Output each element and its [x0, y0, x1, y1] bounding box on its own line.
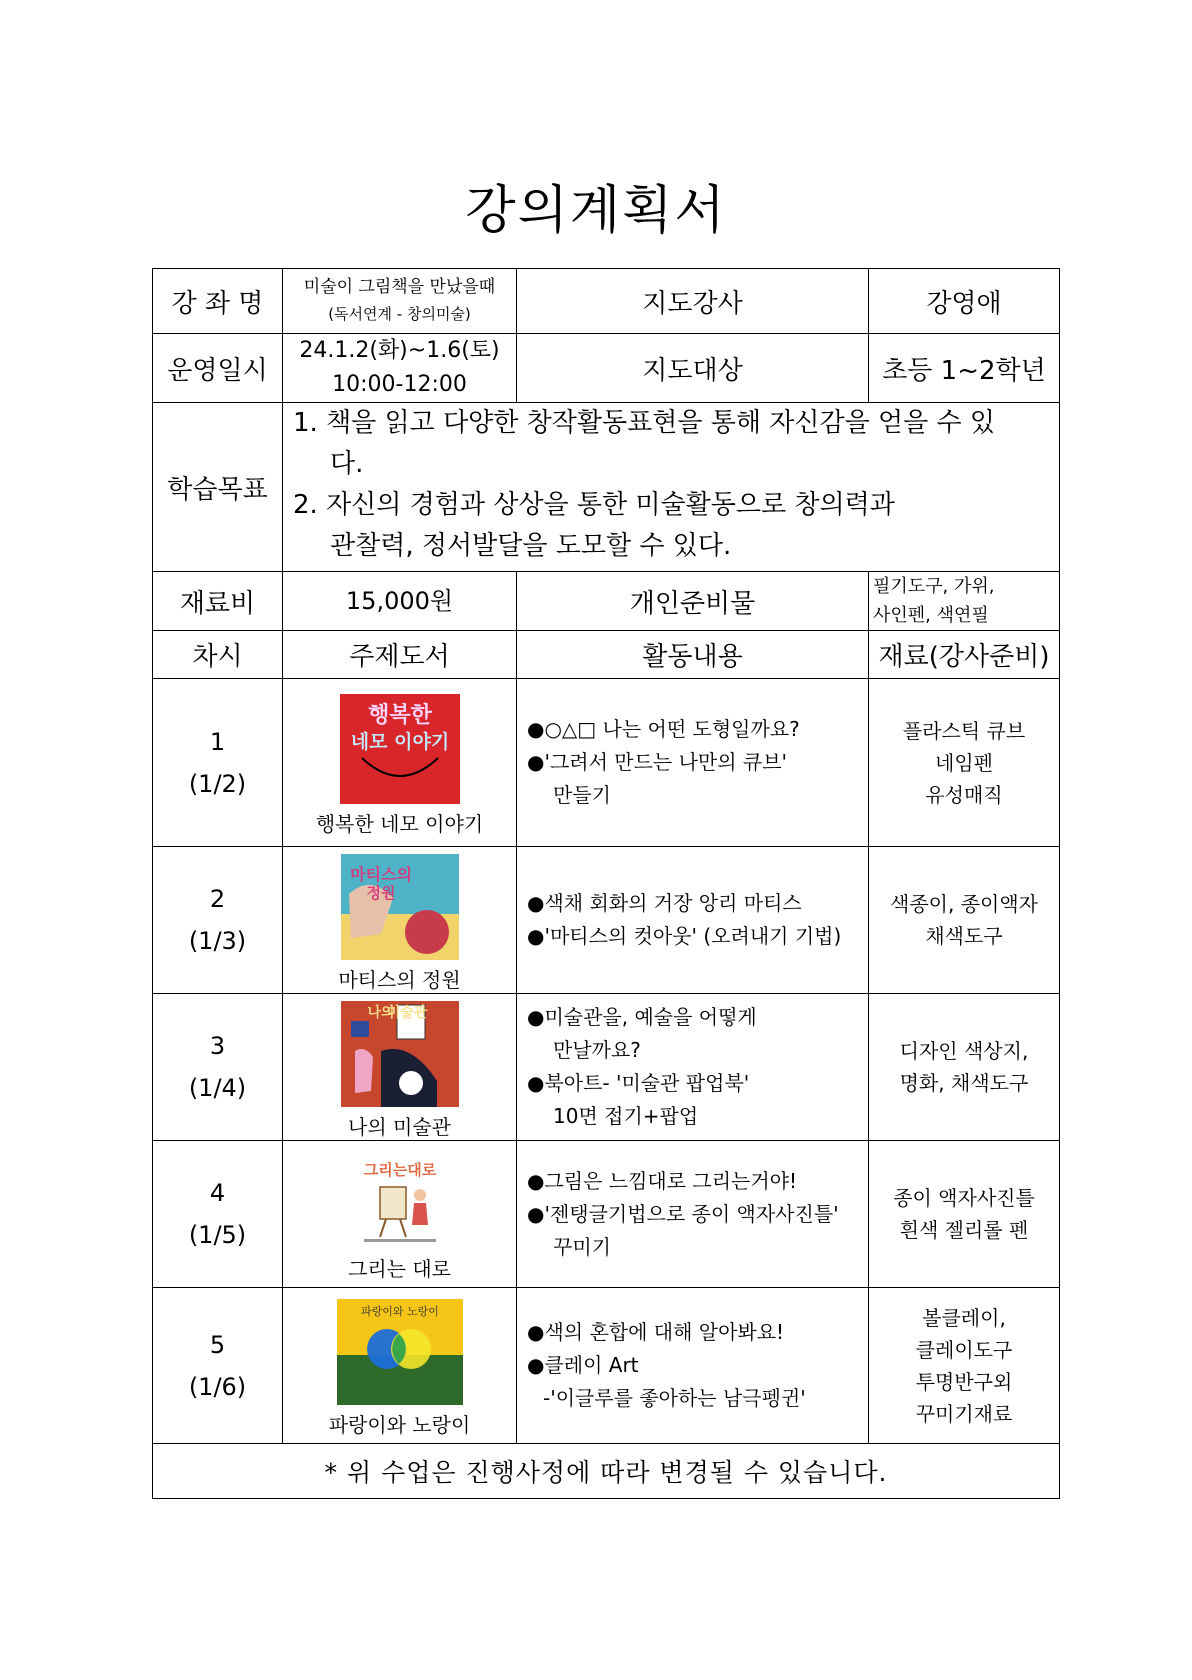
table-row [153, 847, 1060, 994]
goal2-line2: 관찰력, 정서발달을 도모할 수 있다. [330, 531, 732, 561]
materials-cell [869, 847, 1060, 994]
book-title: 나의 미술관 [348, 1114, 451, 1139]
material-item: 볼클레이, [922, 1305, 1006, 1330]
material-item: 클레이도구 [915, 1337, 1013, 1362]
course-name [283, 269, 517, 334]
table-row [153, 994, 1060, 1141]
session-date: (1/2) [188, 769, 247, 798]
activity-item: ●'마티스의 컷아웃' (오려내기 기법) [527, 924, 842, 948]
materials-cell [869, 1141, 1060, 1288]
instructor-label: 지도강사 [517, 269, 869, 334]
activity-item: ●'그려서 만드는 나만의 큐브' [527, 750, 788, 774]
activity-item: ●그림은 느낌대로 그리는거야! [527, 1168, 798, 1193]
session-date: (1/6) [188, 1372, 247, 1401]
row-note [153, 1444, 1060, 1499]
activity-item: ●북아트- '미술관 팝업북' [527, 1071, 750, 1095]
book-cover-image [340, 694, 460, 804]
session-num: 5 [209, 1330, 226, 1359]
session-number [153, 847, 283, 994]
fee-value: 15,000원 [283, 572, 517, 631]
material-item: 디자인 색상지, [899, 1039, 1029, 1063]
row-goals [153, 403, 1060, 572]
activity-item-cont: 만날까요? [553, 1038, 641, 1062]
activity-item-cont: -'이글루를 좋아하는 남극펭귄' [543, 1386, 806, 1410]
material-item: 유성매직 [925, 782, 1003, 807]
book-title: 파랑이와 노랑이 [328, 1413, 471, 1437]
activity-item-cont: 10면 접기+팝업 [553, 1104, 699, 1128]
cover-title-1: 마티스의 [349, 864, 412, 884]
material-item: 꾸미기재료 [915, 1401, 1013, 1426]
course-label: 강 좌 명 [153, 269, 283, 334]
activity-item-cont: 꾸미기 [553, 1234, 611, 1259]
session-date: (1/4) [188, 1074, 247, 1102]
session-number [153, 1288, 283, 1444]
goal2-line1: 2. 자신의 경험과 상상을 통한 미술활동으로 창의력과 [293, 490, 895, 520]
activity-item: ●색채 회화의 거장 앙리 마티스 [527, 891, 802, 915]
cover-title-2: 정원 [366, 883, 395, 902]
activity-item: ●○△□ 나는 어떤 도형일까요? [527, 717, 800, 741]
personal-line2: 사인펜, 색연필 [873, 605, 989, 626]
cover-title-1: 나의 [366, 1004, 395, 1021]
row-course [153, 269, 1060, 334]
material-item: 흰색 젤리롤 펜 [899, 1218, 1029, 1242]
book-title: 마티스의 정원 [338, 967, 461, 992]
book-cell [283, 1288, 517, 1444]
cover-title-2: 네모 이야기 [350, 731, 449, 753]
activity-cell [517, 1141, 869, 1288]
cover-title-1: 그리는대로 [363, 1160, 436, 1179]
col-book: 주제도서 [283, 631, 517, 679]
session-date: (1/5) [188, 1221, 247, 1249]
material-item: 네임펜 [935, 750, 993, 775]
footnote: * 위 수업은 진행사정에 따라 변경될 수 있습니다. [153, 1444, 1060, 1499]
schedule-value [283, 334, 517, 403]
table-row [153, 679, 1060, 847]
activity-item: ●색의 혼합에 대해 알아봐요! [527, 1320, 785, 1344]
session-num: 3 [209, 1032, 226, 1060]
session-date: (1/3) [188, 927, 247, 955]
book-cover-image [341, 854, 459, 960]
material-item: 플라스틱 큐브 [902, 718, 1026, 743]
material-item: 채색도구 [925, 924, 1003, 948]
personal-items [869, 572, 1060, 631]
book-cell [283, 847, 517, 994]
cover-title-2: 미술관 [386, 1004, 427, 1021]
material-item: 명화, 채색도구 [899, 1071, 1029, 1095]
activity-item: ●미술관을, 예술을 어떻게 [527, 1005, 757, 1029]
book-cell [283, 1141, 517, 1288]
activity-item-cont: 만들기 [553, 783, 611, 807]
cover-title-1: 행복한 [367, 703, 432, 728]
material-item: 종이 액자사진틀 [893, 1186, 1035, 1210]
lecture-plan-table [152, 268, 1060, 1499]
target-value: 초등 1~2학년 [869, 334, 1060, 403]
instructor-name: 강영애 [869, 269, 1060, 334]
table-row [153, 1141, 1060, 1288]
goal1-line1: 1. 책을 읽고 다양한 창작활동표현을 통해 자신감을 얻을 수 있 [293, 408, 995, 438]
personal-line1: 필기도구, 가위, [873, 576, 995, 597]
schedule-time: 10:00-12:00 [332, 372, 467, 397]
row-fee [153, 572, 1060, 631]
personal-label: 개인준비물 [517, 572, 869, 631]
cover-title-1: 파랑이와 노랑이 [360, 1305, 439, 1318]
materials-cell [869, 1288, 1060, 1444]
book-cover-image [337, 1299, 463, 1405]
book-cover-image [341, 1001, 459, 1107]
activity-item: ●클레이 Art [527, 1353, 639, 1377]
materials-cell [869, 679, 1060, 847]
goal1-line2: 다. [330, 449, 364, 479]
course-name-line2: (독서연계 - 창의미술) [328, 305, 471, 323]
target-label: 지도대상 [517, 334, 869, 403]
course-name-line1: 미술이 그림책을 만났을때 [303, 277, 496, 297]
goals-label: 학습목표 [153, 403, 283, 572]
book-cell [283, 994, 517, 1141]
activity-item: ●'젠탱글기법으로 종이 액자사진틀' [527, 1201, 839, 1226]
activity-cell [517, 679, 869, 847]
book-cover-image [350, 1153, 450, 1249]
col-session: 차시 [153, 631, 283, 679]
material-item: 색종이, 종이액자 [890, 892, 1038, 916]
session-num: 4 [209, 1179, 226, 1207]
table-row [153, 1288, 1060, 1444]
session-number [153, 1141, 283, 1288]
fee-label: 재료비 [153, 572, 283, 631]
session-number [153, 679, 283, 847]
materials-cell [869, 994, 1060, 1141]
row-schedule [153, 334, 1060, 403]
material-item: 투명반구외 [915, 1369, 1013, 1394]
page-title: 강의계획서 [465, 181, 727, 241]
book-cell [283, 679, 517, 847]
goals-text [283, 403, 1060, 572]
col-materials: 재료(강사준비) [869, 631, 1060, 679]
activity-cell [517, 1288, 869, 1444]
session-number [153, 994, 283, 1141]
col-activity: 활동내용 [517, 631, 869, 679]
book-title: 행복한 네모 이야기 [315, 812, 484, 836]
activity-cell [517, 847, 869, 994]
activity-cell [517, 994, 869, 1141]
book-title: 그리는 대로 [348, 1256, 451, 1281]
session-num: 2 [209, 885, 226, 913]
schedule-dates: 24.1.2(화)~1.6(토) [299, 338, 500, 363]
schedule-label: 운영일시 [153, 334, 283, 403]
session-num: 1 [209, 727, 226, 756]
row-column-headers [153, 631, 1060, 679]
